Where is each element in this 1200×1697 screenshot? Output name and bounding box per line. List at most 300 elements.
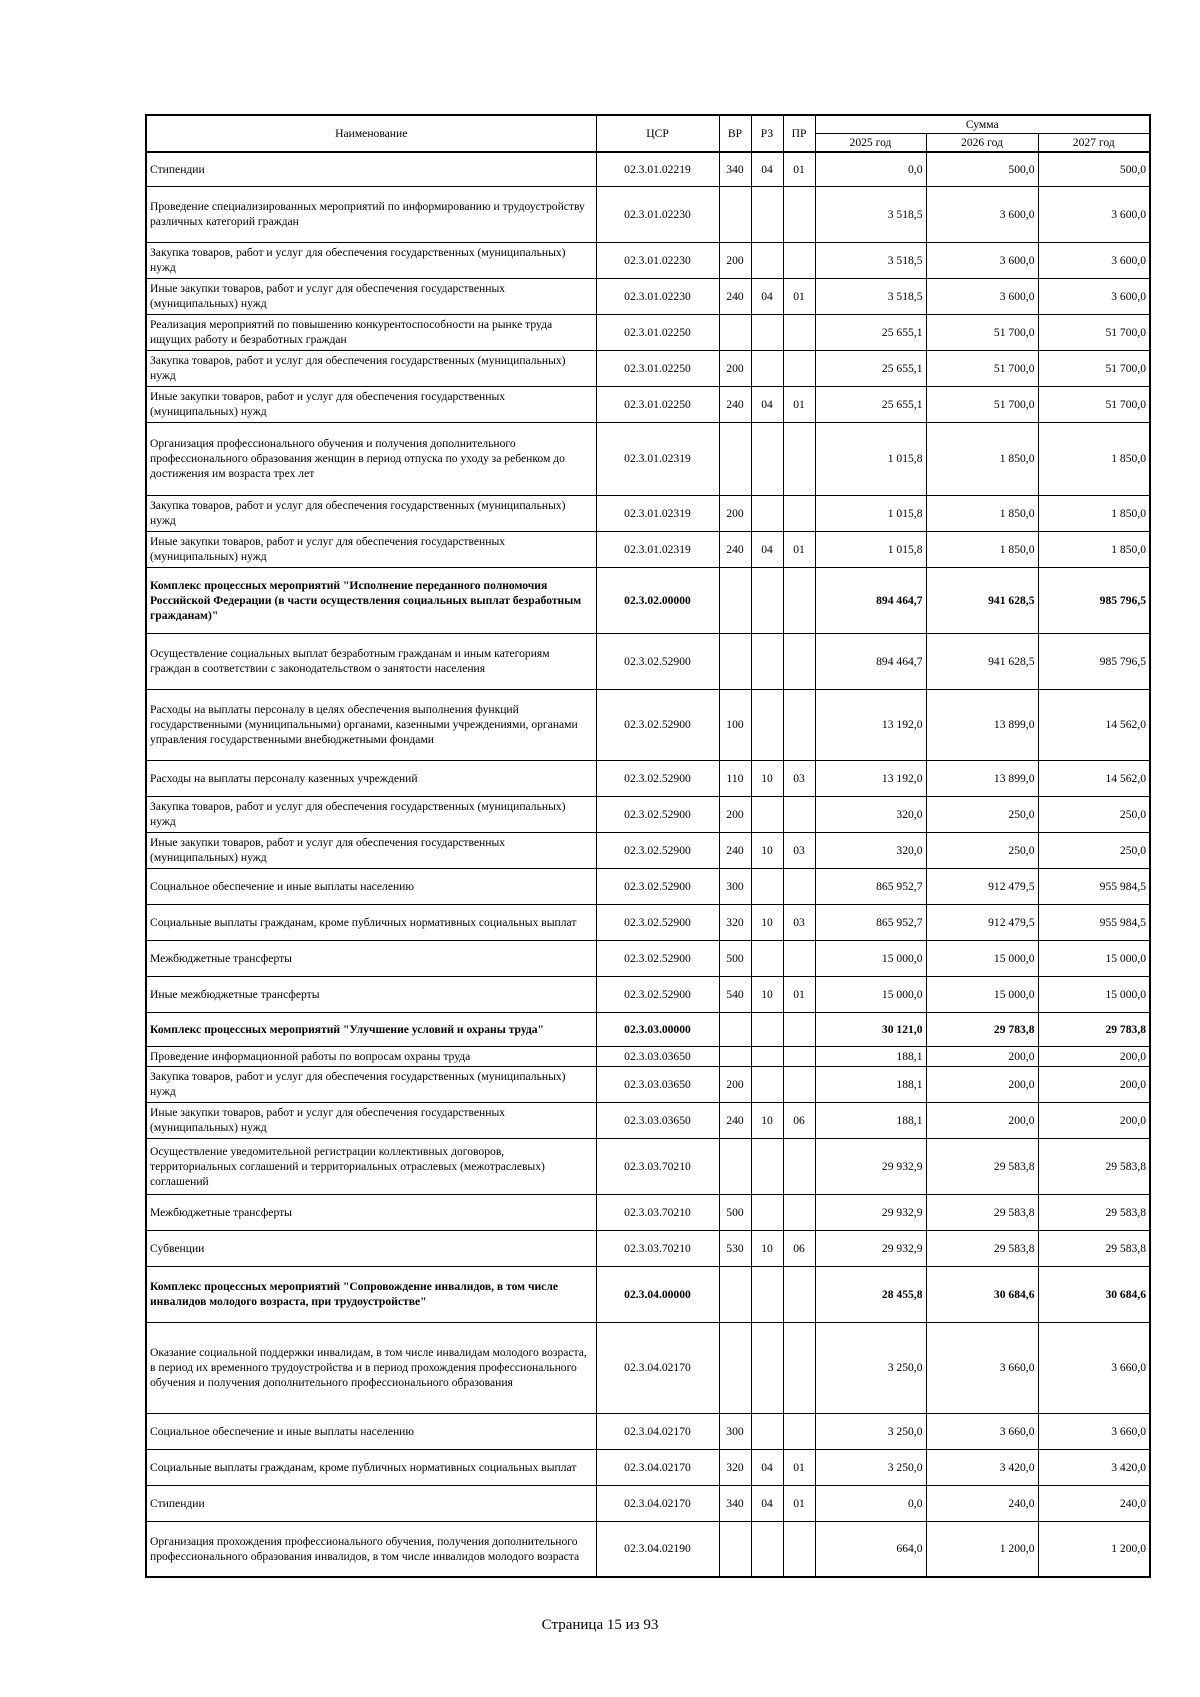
- cell-vr: [719, 422, 751, 495]
- cell-pr: 03: [783, 760, 815, 796]
- cell-pr: [783, 1046, 815, 1066]
- cell-name: Иные закупки товаров, работ и услуг для обеспечения государственных (муниципальных) нужд: [146, 386, 596, 422]
- cell-pr: [783, 567, 815, 633]
- table-row: [146, 940, 1150, 976]
- cell-rz: 04: [751, 152, 783, 186]
- cell-vr: 500: [719, 940, 751, 976]
- cell-vr: [719, 633, 751, 689]
- cell-pr: [783, 1066, 815, 1102]
- cell-pr: [783, 689, 815, 760]
- cell-2025: 15 000,0: [815, 940, 926, 976]
- cell-rz: [751, 1266, 783, 1322]
- cell-csr: 02.3.04.02170: [596, 1322, 719, 1413]
- table-row: [146, 1066, 1150, 1102]
- cell-2027: 200,0: [1038, 1066, 1150, 1102]
- cell-2026: 200,0: [926, 1046, 1038, 1066]
- cell-vr: 200: [719, 242, 751, 278]
- table-row: [146, 242, 1150, 278]
- cell-rz: 10: [751, 1230, 783, 1266]
- cell-csr: 02.3.02.52900: [596, 904, 719, 940]
- cell-vr: 340: [719, 152, 751, 186]
- table-row: [146, 1322, 1150, 1413]
- cell-name: Иные закупки товаров, работ и услуг для обеспечения государственных (муниципальных) нужд: [146, 1102, 596, 1138]
- cell-vr: 100: [719, 689, 751, 760]
- cell-csr: 02.3.02.52900: [596, 940, 719, 976]
- cell-csr: 02.3.03.70210: [596, 1194, 719, 1230]
- cell-pr: [783, 314, 815, 350]
- cell-2027: 250,0: [1038, 832, 1150, 868]
- cell-name: Иные закупки товаров, работ и услуг для обеспечения государственных (муниципальных) нужд: [146, 278, 596, 314]
- cell-2025: 894 464,7: [815, 567, 926, 633]
- table-row: [146, 1102, 1150, 1138]
- cell-vr: 300: [719, 1413, 751, 1449]
- cell-2025: 29 932,9: [815, 1194, 926, 1230]
- cell-2026: 1 850,0: [926, 422, 1038, 495]
- cell-2025: 188,1: [815, 1046, 926, 1066]
- cell-2025: 3 518,5: [815, 186, 926, 242]
- cell-2026: 1 850,0: [926, 531, 1038, 567]
- cell-csr: 02.3.01.02250: [596, 314, 719, 350]
- cell-pr: 03: [783, 832, 815, 868]
- cell-2027: 3 660,0: [1038, 1322, 1150, 1413]
- cell-2026: 15 000,0: [926, 940, 1038, 976]
- cell-2027: 29 583,8: [1038, 1138, 1150, 1194]
- cell-2026: 29 783,8: [926, 1012, 1038, 1046]
- table-row: [146, 1413, 1150, 1449]
- cell-2025: 3 518,5: [815, 278, 926, 314]
- table-row: [146, 1521, 1150, 1577]
- cell-2026: 3 660,0: [926, 1322, 1038, 1413]
- cell-csr: 02.3.01.02230: [596, 278, 719, 314]
- cell-2026: 250,0: [926, 832, 1038, 868]
- budget-table: [145, 114, 1151, 1578]
- cell-rz: 04: [751, 278, 783, 314]
- cell-2025: 3 250,0: [815, 1413, 926, 1449]
- cell-vr: 240: [719, 278, 751, 314]
- cell-name: Реализация мероприятий по повышению конкурентоспособности на рынке труда ищущих работу и безработных граждан: [146, 314, 596, 350]
- cell-2025: 320,0: [815, 796, 926, 832]
- cell-pr: [783, 1194, 815, 1230]
- cell-vr: 240: [719, 386, 751, 422]
- table-row: [146, 1230, 1150, 1266]
- cell-2027: 1 850,0: [1038, 531, 1150, 567]
- cell-2025: 28 455,8: [815, 1266, 926, 1322]
- cell-vr: [719, 1322, 751, 1413]
- cell-rz: [751, 1046, 783, 1066]
- cell-name: Закупка товаров, работ и услуг для обеспечения государственных (муниципальных) нужд: [146, 1066, 596, 1102]
- header-name: Наименование: [146, 115, 596, 152]
- cell-pr: 03: [783, 904, 815, 940]
- table-row: [146, 152, 1150, 186]
- cell-2027: 500,0: [1038, 152, 1150, 186]
- cell-csr: 02.3.04.00000: [596, 1266, 719, 1322]
- cell-csr: 02.3.03.03650: [596, 1102, 719, 1138]
- cell-2026: 51 700,0: [926, 350, 1038, 386]
- cell-rz: [751, 796, 783, 832]
- table-body: [146, 152, 1150, 1577]
- cell-vr: 320: [719, 1449, 751, 1485]
- cell-csr: 02.3.02.52900: [596, 760, 719, 796]
- cell-pr: [783, 186, 815, 242]
- header-rz: РЗ: [751, 115, 783, 152]
- cell-2027: 15 000,0: [1038, 940, 1150, 976]
- header-csr: ЦСР: [596, 115, 719, 152]
- cell-2025: 188,1: [815, 1102, 926, 1138]
- cell-2026: 200,0: [926, 1066, 1038, 1102]
- cell-pr: [783, 1322, 815, 1413]
- cell-2027: 3 600,0: [1038, 186, 1150, 242]
- cell-rz: 04: [751, 531, 783, 567]
- cell-vr: 530: [719, 1230, 751, 1266]
- cell-csr: 02.3.02.00000: [596, 567, 719, 633]
- cell-2026: 29 583,8: [926, 1230, 1038, 1266]
- cell-vr: 240: [719, 1102, 751, 1138]
- cell-csr: 02.3.01.02319: [596, 422, 719, 495]
- cell-pr: [783, 350, 815, 386]
- cell-rz: [751, 1521, 783, 1577]
- cell-rz: [751, 1194, 783, 1230]
- cell-csr: 02.3.04.02170: [596, 1413, 719, 1449]
- cell-vr: 110: [719, 760, 751, 796]
- cell-2027: 1 200,0: [1038, 1521, 1150, 1577]
- cell-name: Иные закупки товаров, работ и услуг для обеспечения государственных (муниципальных) нужд: [146, 531, 596, 567]
- table-row: [146, 796, 1150, 832]
- cell-rz: [751, 422, 783, 495]
- cell-rz: 10: [751, 1102, 783, 1138]
- cell-rz: 10: [751, 976, 783, 1012]
- cell-rz: 04: [751, 1485, 783, 1521]
- cell-2026: 51 700,0: [926, 314, 1038, 350]
- cell-vr: [719, 567, 751, 633]
- cell-pr: 01: [783, 976, 815, 1012]
- cell-csr: 02.3.03.03650: [596, 1066, 719, 1102]
- cell-vr: 320: [719, 904, 751, 940]
- table-row: [146, 904, 1150, 940]
- table-row: [146, 1138, 1150, 1194]
- table-row: [146, 760, 1150, 796]
- cell-vr: 200: [719, 350, 751, 386]
- cell-2027: 955 984,5: [1038, 904, 1150, 940]
- cell-csr: 02.3.02.52900: [596, 689, 719, 760]
- cell-2027: 200,0: [1038, 1046, 1150, 1066]
- cell-2027: 14 562,0: [1038, 689, 1150, 760]
- cell-2027: 29 783,8: [1038, 1012, 1150, 1046]
- cell-name: Социальные выплаты гражданам, кроме публичных нормативных социальных выплат: [146, 1449, 596, 1485]
- cell-vr: 340: [719, 1485, 751, 1521]
- table-row: [146, 350, 1150, 386]
- cell-pr: 06: [783, 1102, 815, 1138]
- cell-pr: 01: [783, 386, 815, 422]
- cell-rz: [751, 689, 783, 760]
- cell-csr: 02.3.01.02230: [596, 242, 719, 278]
- cell-csr: 02.3.01.02250: [596, 350, 719, 386]
- cell-rz: 04: [751, 1449, 783, 1485]
- cell-2027: 51 700,0: [1038, 314, 1150, 350]
- cell-2025: 3 250,0: [815, 1449, 926, 1485]
- cell-csr: 02.3.02.52900: [596, 633, 719, 689]
- cell-2027: 955 984,5: [1038, 868, 1150, 904]
- cell-2026: 240,0: [926, 1485, 1038, 1521]
- cell-pr: [783, 1413, 815, 1449]
- table-header: [146, 115, 1150, 152]
- cell-2025: 3 250,0: [815, 1322, 926, 1413]
- cell-2026: 1 850,0: [926, 495, 1038, 531]
- cell-rz: [751, 633, 783, 689]
- cell-name: Проведение информационной работы по вопросам охраны труда: [146, 1046, 596, 1066]
- cell-pr: 06: [783, 1230, 815, 1266]
- cell-rz: [751, 868, 783, 904]
- cell-pr: [783, 1266, 815, 1322]
- cell-2027: 1 850,0: [1038, 495, 1150, 531]
- cell-vr: [719, 186, 751, 242]
- cell-2026: 15 000,0: [926, 976, 1038, 1012]
- cell-2027: 29 583,8: [1038, 1194, 1150, 1230]
- cell-2025: 320,0: [815, 832, 926, 868]
- cell-2027: 985 796,5: [1038, 633, 1150, 689]
- cell-name: Осуществление уведомительной регистрации коллективных договоров, территориальных соглашений и территориальных отраслевых (межотраслевых) соглашений: [146, 1138, 596, 1194]
- cell-2026: 3 660,0: [926, 1413, 1038, 1449]
- cell-csr: 02.3.01.02319: [596, 495, 719, 531]
- cell-csr: 02.3.03.70210: [596, 1230, 719, 1266]
- cell-2026: 912 479,5: [926, 868, 1038, 904]
- table-row: [146, 386, 1150, 422]
- table-row: [146, 689, 1150, 760]
- cell-2027: 240,0: [1038, 1485, 1150, 1521]
- cell-2025: 1 015,8: [815, 531, 926, 567]
- cell-vr: 200: [719, 495, 751, 531]
- table-row: [146, 278, 1150, 314]
- table-row: [146, 1046, 1150, 1066]
- cell-csr: 02.3.02.52900: [596, 796, 719, 832]
- cell-csr: 02.3.02.52900: [596, 868, 719, 904]
- table-row: [146, 495, 1150, 531]
- cell-name: Стипендии: [146, 1485, 596, 1521]
- cell-vr: 240: [719, 531, 751, 567]
- cell-rz: 10: [751, 832, 783, 868]
- cell-2025: 25 655,1: [815, 314, 926, 350]
- cell-csr: 02.3.01.02230: [596, 186, 719, 242]
- cell-rz: [751, 495, 783, 531]
- cell-2025: 13 192,0: [815, 689, 926, 760]
- cell-pr: [783, 422, 815, 495]
- table-row: [146, 186, 1150, 242]
- cell-2025: 1 015,8: [815, 422, 926, 495]
- cell-2025: 1 015,8: [815, 495, 926, 531]
- cell-2026: 29 583,8: [926, 1138, 1038, 1194]
- cell-name: Организация прохождения профессионального обучения, получения дополнительного профессионального образования инвалидов, в том числе инвалидов молодого возраста: [146, 1521, 596, 1577]
- cell-pr: 01: [783, 531, 815, 567]
- header-year-2026: 2026 год: [926, 134, 1038, 153]
- cell-2027: 200,0: [1038, 1102, 1150, 1138]
- cell-pr: [783, 1521, 815, 1577]
- cell-2025: 15 000,0: [815, 976, 926, 1012]
- cell-rz: [751, 314, 783, 350]
- cell-2025: 188,1: [815, 1066, 926, 1102]
- cell-2026: 941 628,5: [926, 567, 1038, 633]
- cell-vr: 540: [719, 976, 751, 1012]
- cell-2026: 912 479,5: [926, 904, 1038, 940]
- cell-2027: 250,0: [1038, 796, 1150, 832]
- cell-rz: [751, 1322, 783, 1413]
- header-year-2025: 2025 год: [815, 134, 926, 153]
- cell-2025: 25 655,1: [815, 386, 926, 422]
- cell-2025: 865 952,7: [815, 904, 926, 940]
- cell-2026: 30 684,6: [926, 1266, 1038, 1322]
- cell-vr: [719, 1046, 751, 1066]
- cell-vr: 300: [719, 868, 751, 904]
- cell-csr: 02.3.04.02170: [596, 1485, 719, 1521]
- page-number: Страница 15 из 93: [541, 1617, 659, 1633]
- table-row: [146, 314, 1150, 350]
- cell-vr: [719, 314, 751, 350]
- cell-csr: 02.3.03.70210: [596, 1138, 719, 1194]
- cell-pr: [783, 633, 815, 689]
- cell-name: Комплекс процессных мероприятий "Сопровождение инвалидов, в том числе инвалидов молодого возраста, при трудоустройстве": [146, 1266, 596, 1322]
- cell-2027: 51 700,0: [1038, 350, 1150, 386]
- cell-rz: [751, 350, 783, 386]
- table-row: [146, 567, 1150, 633]
- cell-name: Закупка товаров, работ и услуг для обеспечения государственных (муниципальных) нужд: [146, 242, 596, 278]
- cell-csr: 02.3.04.02170: [596, 1449, 719, 1485]
- cell-name: Стипендии: [146, 152, 596, 186]
- cell-2027: 15 000,0: [1038, 976, 1150, 1012]
- cell-vr: [719, 1266, 751, 1322]
- cell-name: Расходы на выплаты персоналу казенных учреждений: [146, 760, 596, 796]
- cell-vr: [719, 1012, 751, 1046]
- cell-pr: [783, 1138, 815, 1194]
- cell-rz: [751, 1012, 783, 1046]
- cell-2027: 3 420,0: [1038, 1449, 1150, 1485]
- cell-name: Иные закупки товаров, работ и услуг для обеспечения государственных (муниципальных) нужд: [146, 832, 596, 868]
- cell-vr: [719, 1521, 751, 1577]
- cell-csr: 02.3.04.02190: [596, 1521, 719, 1577]
- cell-csr: 02.3.03.03650: [596, 1046, 719, 1066]
- cell-2026: 200,0: [926, 1102, 1038, 1138]
- table-row: [146, 1266, 1150, 1322]
- cell-csr: 02.3.01.02319: [596, 531, 719, 567]
- cell-rz: [751, 1413, 783, 1449]
- cell-csr: 02.3.01.02250: [596, 386, 719, 422]
- cell-2026: 51 700,0: [926, 386, 1038, 422]
- cell-name: Проведение специализированных мероприятий по информированию и трудоустройству различных категорий граждан: [146, 186, 596, 242]
- cell-2026: 3 600,0: [926, 242, 1038, 278]
- cell-rz: 10: [751, 760, 783, 796]
- cell-vr: [719, 1138, 751, 1194]
- cell-pr: [783, 1012, 815, 1046]
- cell-name: Осуществление социальных выплат безработным гражданам и иным категориям граждан в соответствии с законодательством о занятости населения: [146, 633, 596, 689]
- cell-pr: 01: [783, 1485, 815, 1521]
- cell-vr: 200: [719, 796, 751, 832]
- cell-2027: 29 583,8: [1038, 1230, 1150, 1266]
- cell-name: Социальное обеспечение и иные выплаты населению: [146, 1413, 596, 1449]
- cell-2025: 30 121,0: [815, 1012, 926, 1046]
- cell-name: Оказание социальной поддержки инвалидам, в том числе инвалидам молодого возраста, в период их временного трудоустройства и в период прохождения профессионального обучения и получения дополнительного профессионального образования: [146, 1322, 596, 1413]
- cell-name: Расходы на выплаты персоналу в целях обеспечения выполнения функций государственными (муниципальными) органами, казенными учреждениями, органами управления государственными внебюджетными фондами: [146, 689, 596, 760]
- cell-pr: 01: [783, 152, 815, 186]
- cell-2026: 250,0: [926, 796, 1038, 832]
- cell-pr: [783, 868, 815, 904]
- cell-vr: 500: [719, 1194, 751, 1230]
- cell-rz: [751, 186, 783, 242]
- cell-pr: [783, 940, 815, 976]
- cell-name: Закупка товаров, работ и услуг для обеспечения государственных (муниципальных) нужд: [146, 350, 596, 386]
- cell-name: Иные межбюджетные трансферты: [146, 976, 596, 1012]
- cell-rz: 10: [751, 904, 783, 940]
- cell-rz: [751, 1066, 783, 1102]
- table-row: [146, 976, 1150, 1012]
- table-row: [146, 868, 1150, 904]
- cell-name: Субвенции: [146, 1230, 596, 1266]
- cell-pr: [783, 495, 815, 531]
- cell-pr: [783, 796, 815, 832]
- cell-2026: 13 899,0: [926, 689, 1038, 760]
- cell-name: Межбюджетные трансферты: [146, 1194, 596, 1230]
- cell-rz: [751, 242, 783, 278]
- header-year-2027: 2027 год: [1038, 134, 1150, 153]
- cell-pr: [783, 242, 815, 278]
- table-row: [146, 1449, 1150, 1485]
- cell-csr: 02.3.03.00000: [596, 1012, 719, 1046]
- cell-pr: 01: [783, 278, 815, 314]
- cell-2026: 1 200,0: [926, 1521, 1038, 1577]
- cell-2027: 3 600,0: [1038, 278, 1150, 314]
- cell-name: Комплекс процессных мероприятий "Улучшение условий и охраны труда": [146, 1012, 596, 1046]
- cell-2025: 865 952,7: [815, 868, 926, 904]
- cell-vr: 200: [719, 1066, 751, 1102]
- header-vr: ВР: [719, 115, 751, 152]
- cell-name: Организация профессионального обучения и получения дополнительного профессионального образования женщин в период отпуска по уходу за ребенком до достижения им возраста трех лет: [146, 422, 596, 495]
- cell-2027: 14 562,0: [1038, 760, 1150, 796]
- cell-rz: [751, 567, 783, 633]
- table-row: [146, 1194, 1150, 1230]
- cell-name: Социальные выплаты гражданам, кроме публичных нормативных социальных выплат: [146, 904, 596, 940]
- cell-2025: 664,0: [815, 1521, 926, 1577]
- cell-name: Социальное обеспечение и иные выплаты населению: [146, 868, 596, 904]
- cell-rz: [751, 940, 783, 976]
- cell-2025: 894 464,7: [815, 633, 926, 689]
- cell-2025: 29 932,9: [815, 1138, 926, 1194]
- cell-2027: 985 796,5: [1038, 567, 1150, 633]
- cell-2026: 3 420,0: [926, 1449, 1038, 1485]
- cell-csr: 02.3.02.52900: [596, 976, 719, 1012]
- cell-rz: [751, 1138, 783, 1194]
- cell-2025: 25 655,1: [815, 350, 926, 386]
- cell-csr: 02.3.01.02219: [596, 152, 719, 186]
- cell-2026: 3 600,0: [926, 278, 1038, 314]
- cell-csr: 02.3.02.52900: [596, 832, 719, 868]
- header-sum: Сумма: [815, 115, 1150, 134]
- cell-2027: 51 700,0: [1038, 386, 1150, 422]
- table-row: [146, 531, 1150, 567]
- cell-2025: 29 932,9: [815, 1230, 926, 1266]
- cell-rz: 04: [751, 386, 783, 422]
- table-row: [146, 633, 1150, 689]
- cell-2027: 30 684,6: [1038, 1266, 1150, 1322]
- cell-name: Комплекс процессных мероприятий "Исполнение переданного полномочия Российской Федерации (в части осуществления социальных выплат безработным гражданам)": [146, 567, 596, 633]
- cell-2027: 3 600,0: [1038, 242, 1150, 278]
- cell-2026: 13 899,0: [926, 760, 1038, 796]
- cell-2027: 3 660,0: [1038, 1413, 1150, 1449]
- cell-2027: 1 850,0: [1038, 422, 1150, 495]
- cell-2026: 29 583,8: [926, 1194, 1038, 1230]
- cell-2026: 941 628,5: [926, 633, 1038, 689]
- cell-2025: 0,0: [815, 152, 926, 186]
- cell-vr: 240: [719, 832, 751, 868]
- table-row: [146, 1485, 1150, 1521]
- cell-2025: 3 518,5: [815, 242, 926, 278]
- cell-name: Закупка товаров, работ и услуг для обеспечения государственных (муниципальных) нужд: [146, 495, 596, 531]
- cell-2025: 0,0: [815, 1485, 926, 1521]
